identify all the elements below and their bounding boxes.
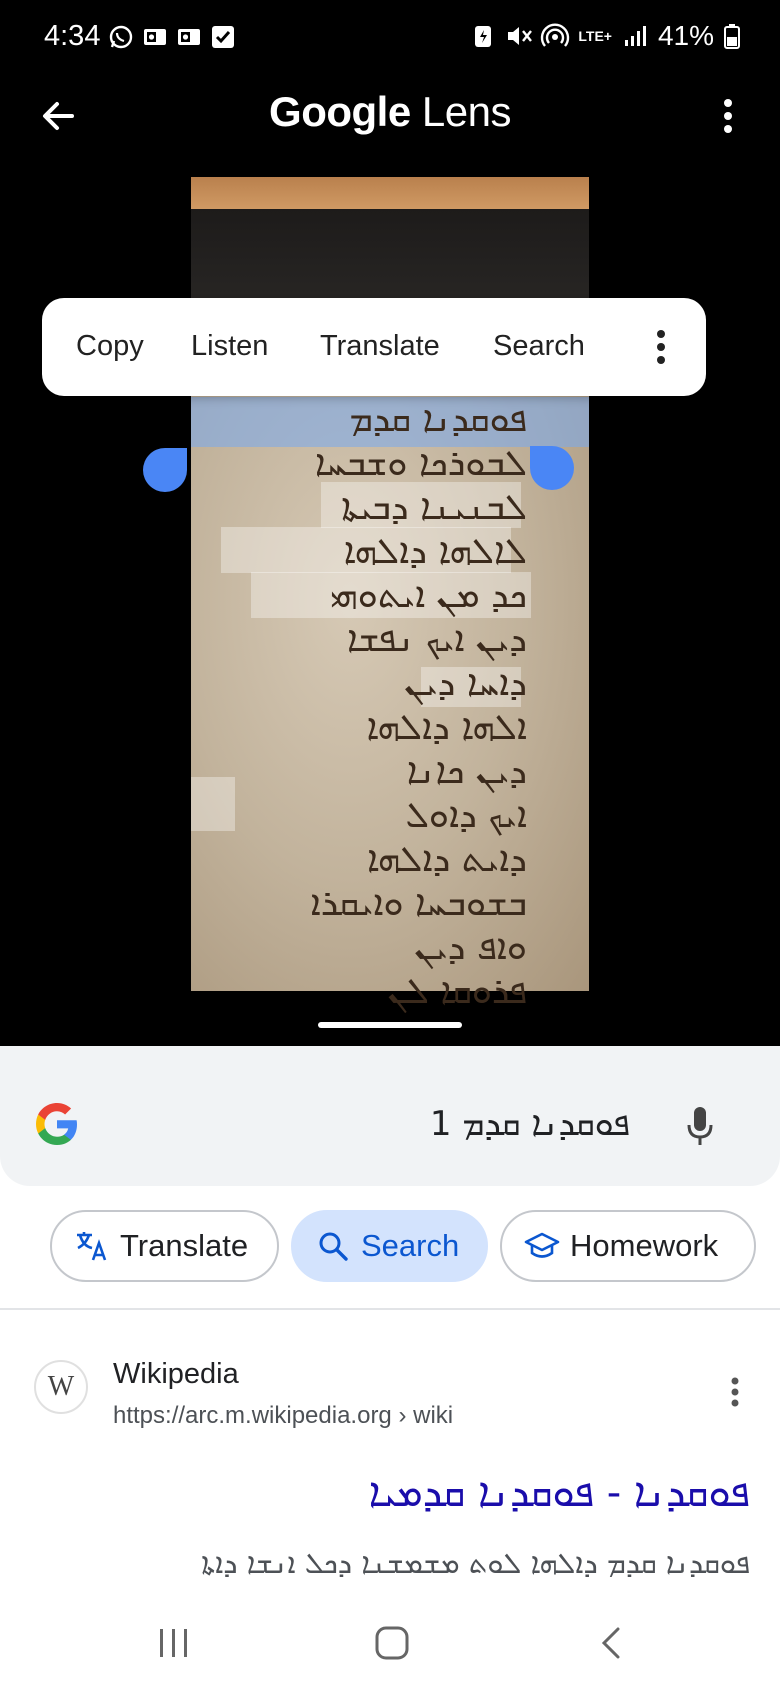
notification-icons bbox=[108, 24, 236, 50]
search-chip-label: Search bbox=[361, 1228, 460, 1263]
app-title bbox=[0, 88, 780, 136]
copy-button[interactable]: Copy bbox=[76, 330, 144, 362]
drag-handle[interactable] bbox=[318, 1022, 462, 1028]
divider bbox=[0, 1308, 780, 1310]
manuscript-line: ܦܪܘܩܐ ܠܢ bbox=[387, 971, 527, 1012]
battery-saver-icon bbox=[470, 23, 496, 49]
wood-surface bbox=[191, 177, 589, 209]
whatsapp-icon bbox=[108, 24, 134, 50]
back-nav-button[interactable] bbox=[594, 1625, 634, 1661]
search-query[interactable]: ܦܘܩܕܢܐ ܩܕܡ 1 bbox=[429, 1104, 630, 1144]
context-more-button[interactable] bbox=[656, 328, 666, 366]
search-chip[interactable] bbox=[291, 1210, 488, 1282]
listen-button[interactable]: Listen bbox=[191, 330, 269, 362]
translate-button[interactable]: Translate bbox=[320, 330, 440, 362]
recents-button[interactable] bbox=[154, 1625, 194, 1661]
manuscript-line: ܒܫܘܒܚܐ ܘܐܝܩܪܐ bbox=[310, 883, 527, 924]
signal-icon bbox=[622, 23, 648, 49]
home-icon bbox=[372, 1625, 412, 1661]
result-url-host: https://arc.m.wikipedia.org bbox=[113, 1402, 392, 1429]
manuscript-line: ܕܝܢ ܟܐܢܐ bbox=[406, 751, 527, 792]
mode-chips bbox=[0, 1210, 780, 1284]
chevron-left-icon bbox=[594, 1625, 634, 1661]
manuscript-line: ܕܐܝܬ ܕܐܠܗܐ bbox=[366, 839, 527, 880]
overflow-menu-button[interactable] bbox=[716, 94, 740, 138]
app-bar bbox=[0, 80, 780, 152]
mute-icon bbox=[506, 23, 532, 49]
manuscript-line: ܠܒܘܪܟܐ ܘܫܒܚܐ bbox=[314, 443, 527, 484]
manuscript-line: ܕܐܚܐ ܕܝܢ bbox=[404, 663, 527, 704]
manuscript-line: ܟܕ ܡܢ ܐܝܬܘܗܝ bbox=[330, 575, 527, 616]
checkbox-icon bbox=[210, 24, 236, 50]
home-button[interactable] bbox=[372, 1625, 412, 1661]
result-site-name[interactable]: Wikipedia bbox=[113, 1358, 239, 1390]
google-logo-icon bbox=[34, 1101, 80, 1147]
mic-icon bbox=[686, 1105, 714, 1147]
translate-chip[interactable] bbox=[50, 1210, 279, 1282]
system-status bbox=[470, 20, 740, 52]
title-google: Google bbox=[269, 88, 411, 135]
result-more-button[interactable] bbox=[730, 1376, 740, 1408]
homework-chip[interactable] bbox=[500, 1210, 756, 1282]
status-time: 4:34 bbox=[44, 20, 101, 52]
manuscript-line: ܕܝܢ ܐܝܟ ܢܦܫܐ bbox=[347, 619, 527, 660]
recents-icon bbox=[154, 1625, 194, 1661]
result-url[interactable] bbox=[113, 1402, 453, 1430]
more-vert-icon bbox=[730, 1376, 740, 1408]
voice-search-button[interactable] bbox=[686, 1105, 714, 1147]
battery-icon bbox=[724, 23, 740, 49]
outlook-icon-2 bbox=[176, 24, 202, 50]
manuscript-line: ܦܘܩܕܢܐ ܩܕܡ bbox=[349, 399, 527, 440]
more-vert-icon bbox=[716, 94, 740, 138]
wikipedia-favicon: W bbox=[34, 1360, 88, 1414]
result-url-path: › wiki bbox=[398, 1402, 454, 1429]
hotspot-icon bbox=[542, 23, 568, 49]
text-region-highlight[interactable] bbox=[191, 777, 235, 831]
status-bar bbox=[0, 0, 780, 76]
system-nav-bar bbox=[0, 1591, 780, 1691]
outlook-icon bbox=[142, 24, 168, 50]
school-icon bbox=[524, 1228, 560, 1264]
manuscript-line: ܘܐܦ ܕܝܢ bbox=[414, 927, 527, 968]
manuscript-line: ܐܝܟ ܕܐܘܠ bbox=[405, 795, 527, 836]
selection-handle-end[interactable] bbox=[530, 446, 574, 490]
network-type: LTE+ bbox=[578, 28, 612, 44]
title-lens: Lens bbox=[421, 88, 511, 135]
search-button[interactable]: Search bbox=[493, 330, 585, 362]
battery-percent: 41% bbox=[657, 20, 714, 51]
manuscript-line: ܠܒܢܝܢܐ ܕܒܝܬܐ bbox=[341, 487, 527, 528]
text-context-menu bbox=[42, 298, 706, 396]
translate-chip-label: Translate bbox=[120, 1228, 249, 1263]
selection-handle-start[interactable] bbox=[143, 448, 187, 492]
manuscript-line: ܠܐܠܗܐ ܕܐܠܗܐ bbox=[343, 531, 527, 572]
translate-icon bbox=[74, 1228, 110, 1264]
search-icon bbox=[315, 1228, 351, 1264]
manuscript-line: ܐܠܗܐ ܕܐܠܗܐ bbox=[366, 707, 527, 748]
result-title-link[interactable]: ܦܘܩܕܢܐ - ܦܘܩܕܢܐ ܩܕܡܝܐ bbox=[368, 1470, 750, 1516]
homework-chip-label: Homework bbox=[570, 1228, 719, 1263]
more-vert-icon bbox=[656, 328, 666, 366]
result-snippet: ܦܘܩܕܢܐ ܩܕܡ ܕܐܠܗܐ ܠܘܬ ܡܫܡܫܢܐ ܕܟܠ ܐܢܫܐ ܕܐܬܐ bbox=[201, 1546, 750, 1580]
